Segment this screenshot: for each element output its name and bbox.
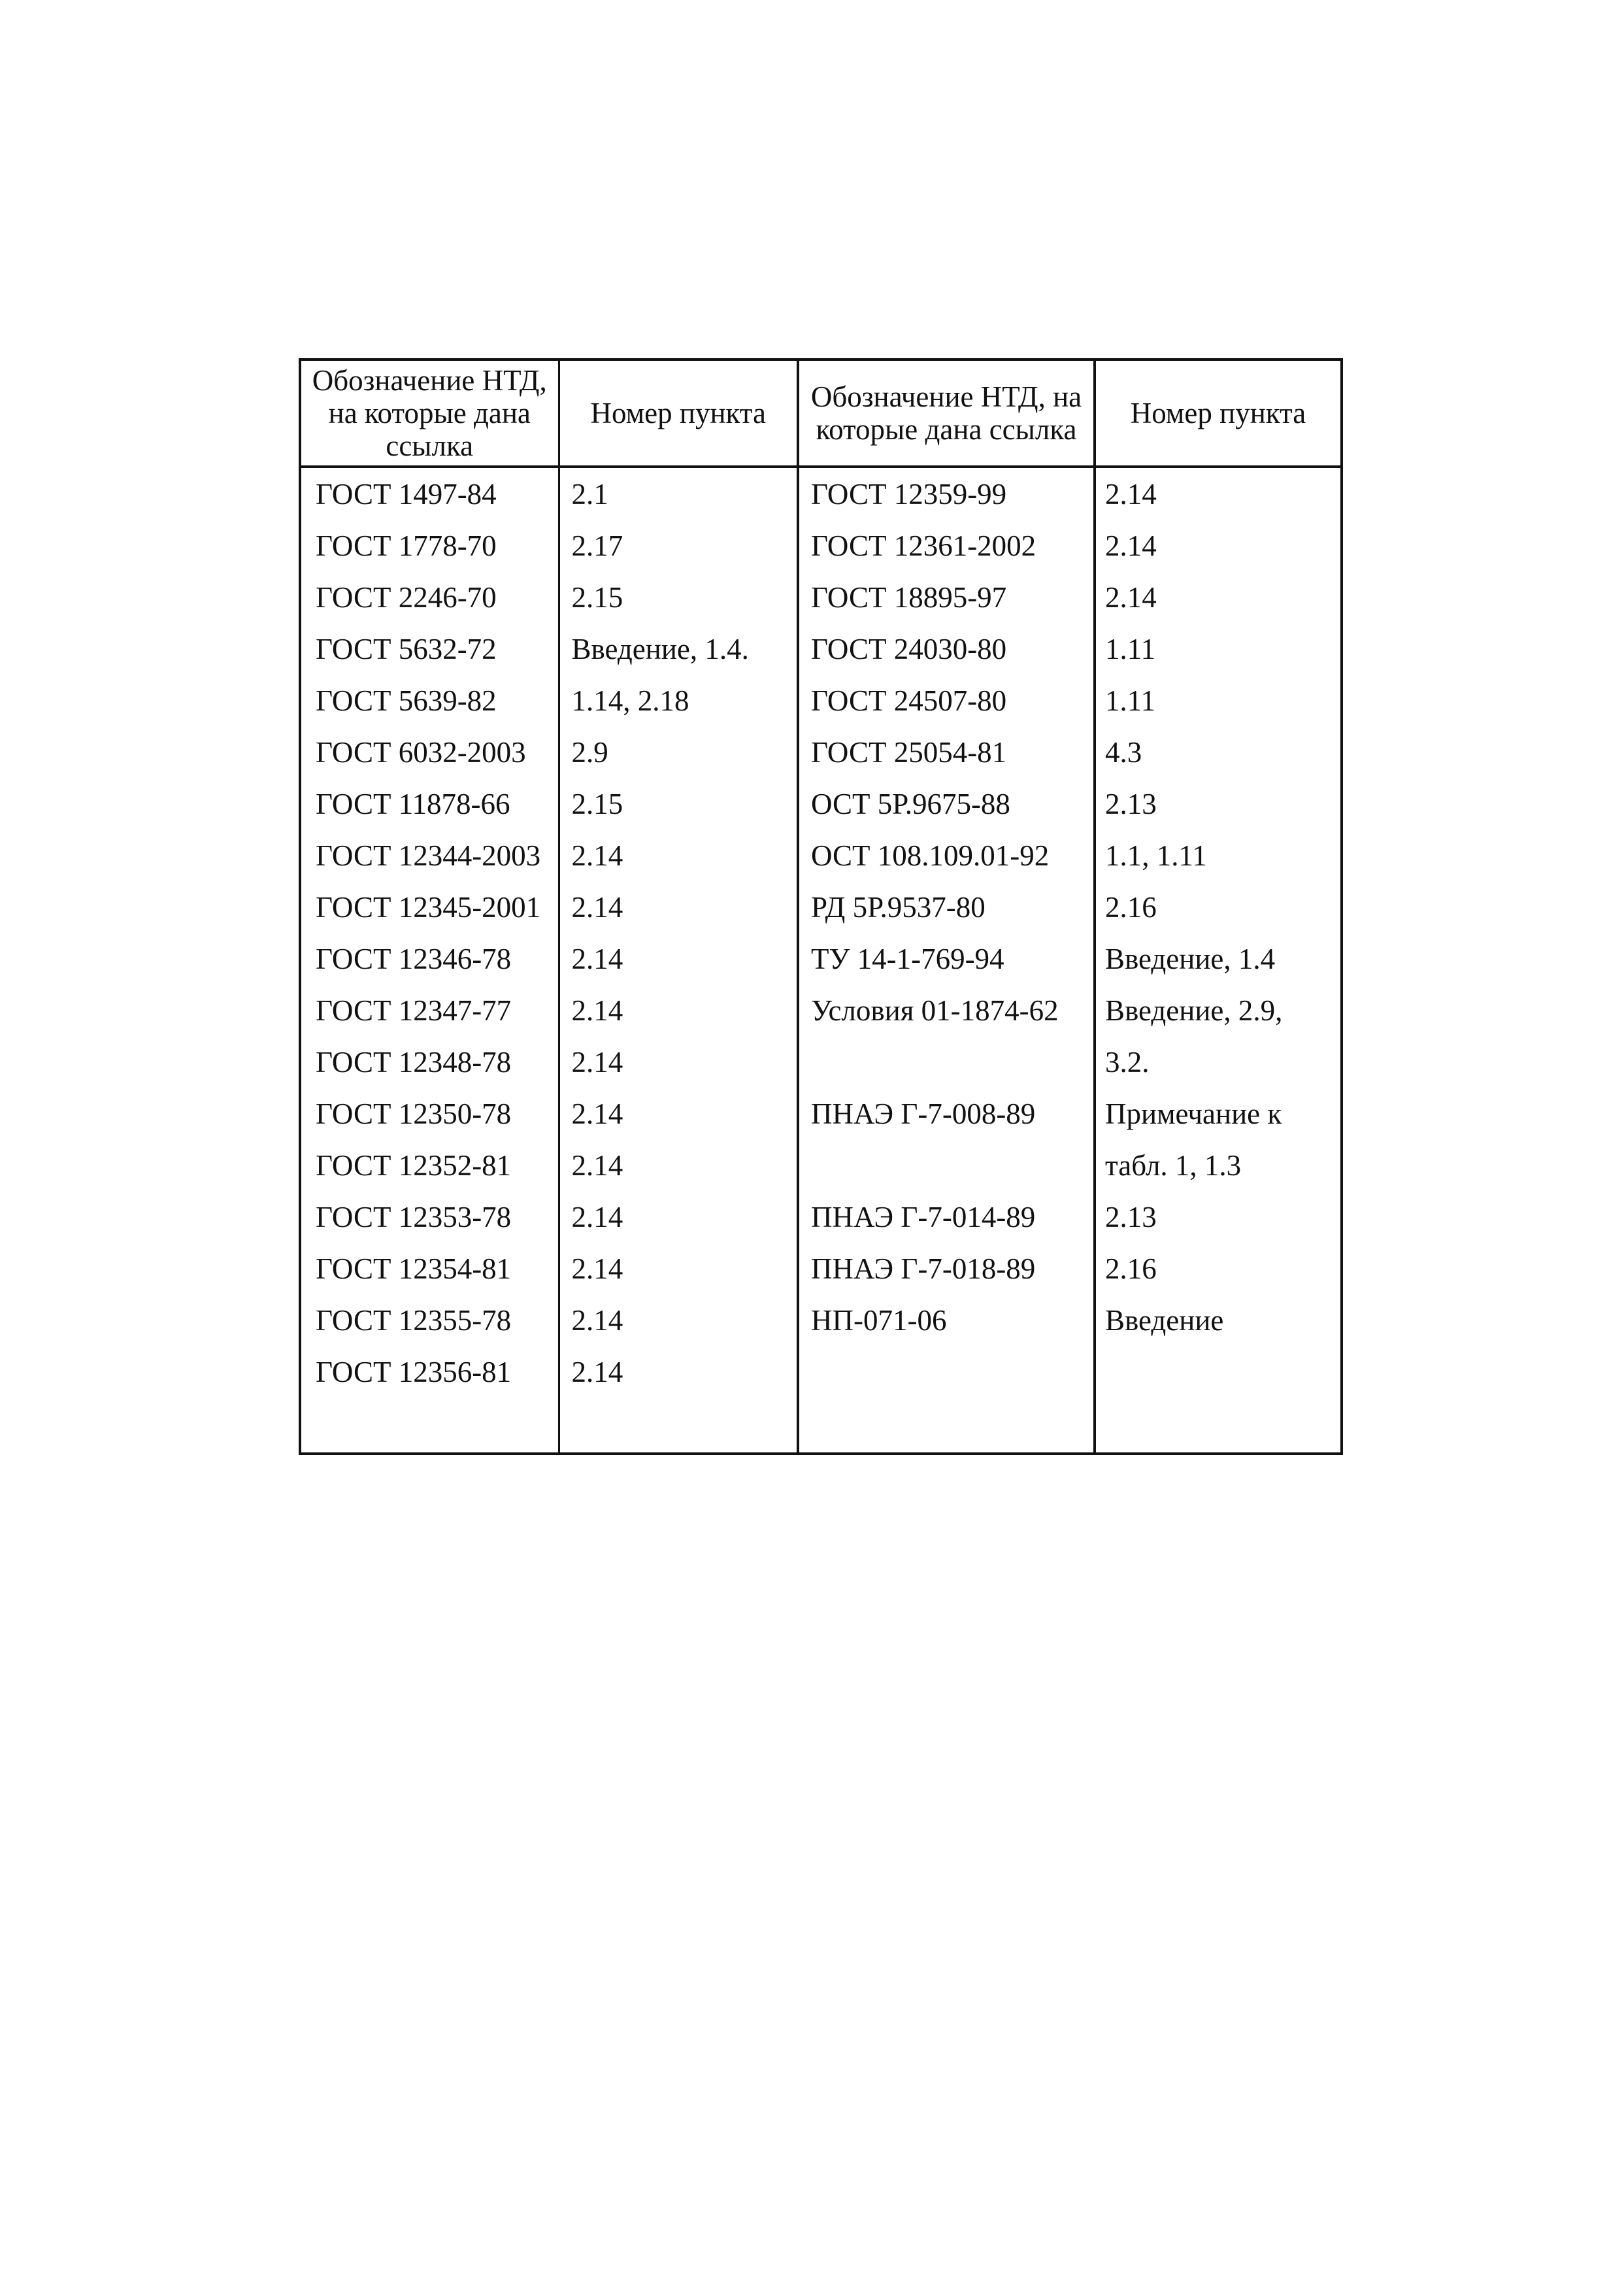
header-clause-right: Номер пункта [1095,360,1342,467]
cell-clause-left: 2.14 [559,1243,798,1294]
cell-clause-right: 2.14 [1105,477,1157,510]
cell-designation-right: НП-071-06 [798,1294,1095,1346]
table-row [300,1243,1342,1294]
header-designation-right: Обозначение НТД, на которые дана ссылка [798,360,1095,467]
cell-designation-left: ГОСТ 12345-2001 [300,881,559,933]
cell-clause-left: 2.14 [559,1191,798,1243]
cell-clause-left: 2.15 [559,778,798,829]
table-row [300,1191,1342,1243]
cell-designation-right: ОСТ 108.109.01-92 [798,829,1095,881]
cell-clause-right: 2.14 [1105,580,1157,614]
cell-designation-left: ГОСТ 5639-82 [300,675,559,726]
header-designation-left: Обозначение НТД, на которые дана ссылка [300,360,559,467]
cell-designation-left: ГОСТ 12346-78 [300,933,559,984]
table-filler-row [300,1398,1342,1454]
cell-designation-right: РД 5Р.9537-80 [798,881,1095,933]
cell-clause-right: 1.1, 1.11 [1105,839,1207,872]
cell-clause-right: табл. 1, 1.3 [1105,1148,1242,1182]
cell-designation-left: ГОСТ 12355-78 [300,1294,559,1346]
cell-clause-right: Введение, 1.4 [1105,942,1276,975]
cell-designation-left: ГОСТ 12348-78 [300,1036,559,1088]
cell-designation-left: ГОСТ 5632-72 [300,623,559,675]
table-row [300,1294,1342,1346]
header-clause-left: Номер пункта [559,360,798,467]
cell-designation-right: ГОСТ 24030-80 [798,623,1095,675]
cell-clause-right: Введение [1105,1303,1224,1337]
cell-clause-right: 2.13 [1105,1200,1157,1233]
cell-clause-left: 2.14 [559,881,798,933]
table-row [300,933,1342,984]
table-row [300,881,1342,933]
cell-clause-left: 2.17 [559,520,798,571]
table-row [300,829,1342,881]
table-row [300,675,1342,726]
cell-designation-right [798,1139,1095,1191]
reference-table [299,358,1343,1455]
table-row [300,1088,1342,1139]
empty-cell [300,1398,559,1454]
cell-clause-right: 2.16 [1105,890,1157,924]
cell-clause-left: 2.15 [559,571,798,623]
cell-clause-right: Примечание к [1105,1097,1282,1130]
header-row [300,360,1342,467]
cell-clause-left: 2.14 [559,829,798,881]
cell-designation-left: ГОСТ 6032-2003 [300,726,559,778]
cell-clause-right [1095,1346,1342,1398]
table-row [300,1139,1342,1191]
cell-clause-left: 2.14 [559,933,798,984]
cell-designation-right: ГОСТ 24507-80 [798,675,1095,726]
cell-designation-right: ГОСТ 18895-97 [798,571,1095,623]
table-row [300,1036,1342,1088]
table-row [300,984,1342,1036]
cell-designation-right: ПНАЭ Г-7-014-89 [798,1191,1095,1243]
cell-clause-right: 2.14 [1105,529,1157,562]
empty-cell [1095,1398,1342,1454]
cell-clause-right: Введение, 2.9, [1105,994,1283,1027]
cell-clause-left: 2.14 [559,984,798,1036]
cell-designation-right: Условия 01-1874-62 [798,984,1095,1036]
cell-clause-right: 3.2. [1105,1045,1150,1079]
table-row [300,778,1342,829]
cell-clause-right: 1.11 [1105,684,1156,717]
cell-designation-left: ГОСТ 11878-66 [300,778,559,829]
cell-clause-right: 4.3 [1105,735,1142,769]
cell-designation-left: ГОСТ 12344-2003 [300,829,559,881]
cell-designation-left: ГОСТ 12353-78 [300,1191,559,1243]
cell-clause-left: Введение, 1.4. [559,623,798,675]
cell-clause-left: 2.14 [559,1294,798,1346]
table-row [300,1346,1342,1398]
cell-clause-left: 1.14, 2.18 [559,675,798,726]
cell-designation-left: ГОСТ 12352-81 [300,1139,559,1191]
cell-designation-right [798,1036,1095,1088]
cell-designation-right: ГОСТ 12359-99 [798,467,1095,520]
cell-designation-right: ГОСТ 12361-2002 [798,520,1095,571]
cell-designation-left: ГОСТ 1778-70 [300,520,559,571]
cell-clause-left: 2.14 [559,1036,798,1088]
cell-designation-left: ГОСТ 12347-77 [300,984,559,1036]
table-row [300,520,1342,571]
cell-designation-left: ГОСТ 12354-81 [300,1243,559,1294]
cell-designation-right: ГОСТ 25054-81 [798,726,1095,778]
table-row [300,467,1342,520]
cell-designation-left: ГОСТ 12356-81 [300,1346,559,1398]
table-row [300,571,1342,623]
cell-designation-right: ОСТ 5Р.9675-88 [798,778,1095,829]
cell-clause-left: 2.14 [559,1088,798,1139]
cell-designation-left: ГОСТ 12350-78 [300,1088,559,1139]
cell-designation-right: ПНАЭ Г-7-018-89 [798,1243,1095,1294]
empty-cell [559,1398,798,1454]
table-row [300,726,1342,778]
cell-clause-right: 1.11 [1105,632,1156,665]
cell-designation-right: ПНАЭ Г-7-008-89 [798,1088,1095,1139]
cell-clause-left: 2.14 [559,1139,798,1191]
cell-clause-left: 2.1 [559,467,798,520]
cell-clause-right: 2.16 [1105,1252,1157,1285]
cell-designation-right [798,1346,1095,1398]
empty-cell [798,1398,1095,1454]
cell-designation-left: ГОСТ 1497-84 [300,467,559,520]
cell-clause-right: 2.13 [1105,787,1157,820]
table-row [300,623,1342,675]
cell-designation-left: ГОСТ 2246-70 [300,571,559,623]
table-body [300,467,1342,1454]
cell-clause-left: 2.9 [559,726,798,778]
cell-designation-right: ТУ 14-1-769-94 [798,933,1095,984]
cell-clause-left: 2.14 [559,1346,798,1398]
